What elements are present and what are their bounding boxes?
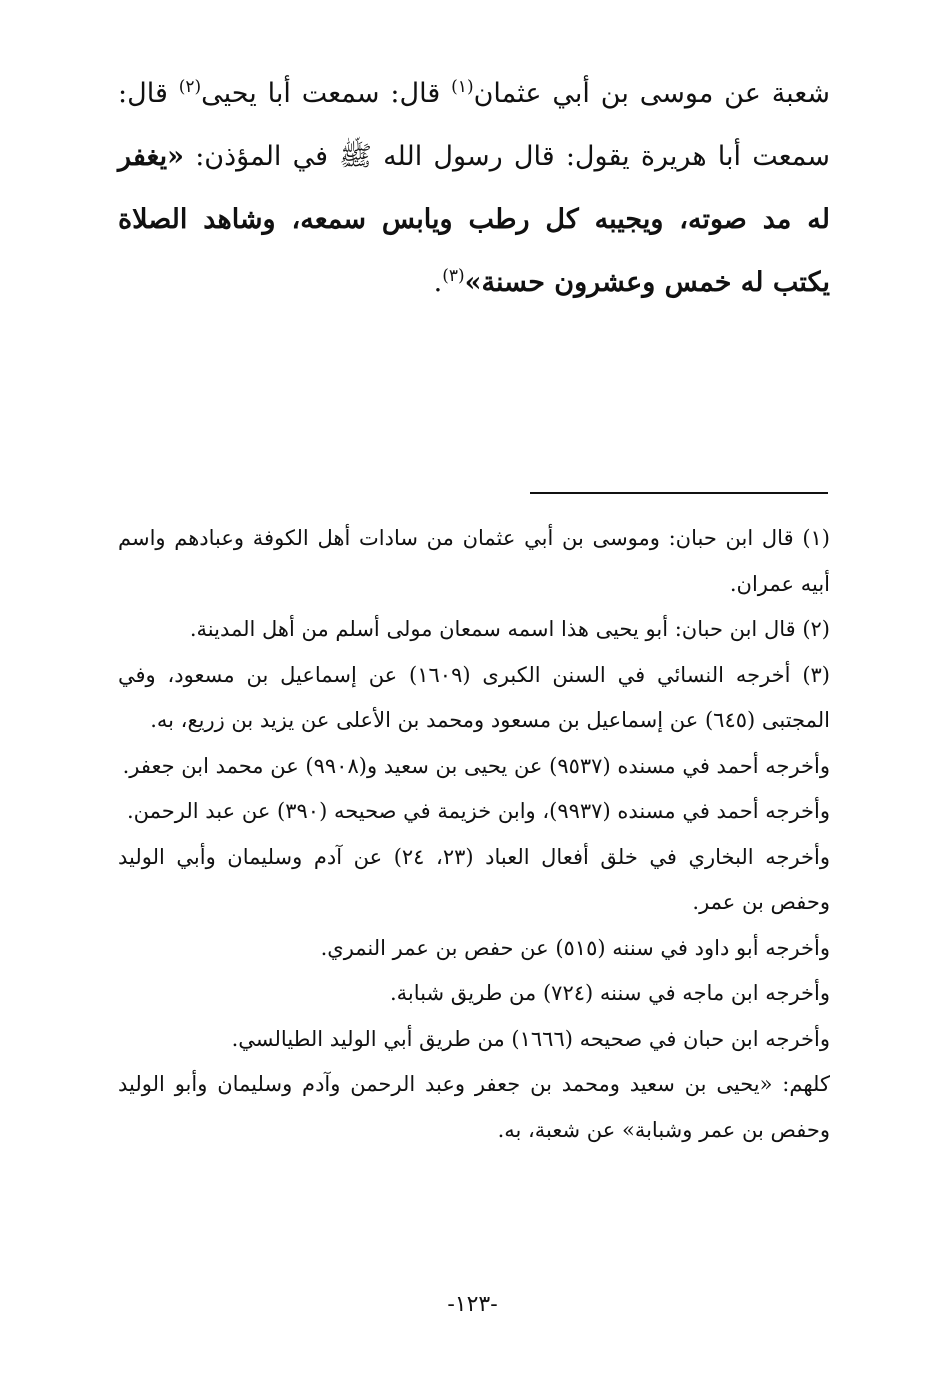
footnote-3 (118, 653, 830, 1154)
page-number: -١٢٣- (447, 1292, 498, 1317)
footnote-line: (٢) قال ابن حبان: أبو يحيى هذا اسمه سمعان مولى أسلم من أهل المدينة. (189, 617, 830, 641)
footnote-line: وأخرجه البخاري في خلق أفعال العباد (٢٣، ٢٤) عن آدم وسليمان وأبي الوليد وحفص بن عمر. (118, 844, 830, 914)
footnote-ref-1: (١) (451, 77, 474, 97)
footnote-separator (530, 492, 828, 494)
footnote-line: وأخرجه أحمد في مسنده (٩٩٣٧)، وابن خزيمة في صحيحه (٣٩٠) عن عبد الرحمن. (127, 799, 830, 823)
footnote-line: وأخرجه ابن حبان في صحيحه (١٦٦٦) من طريق أبي الوليد الطيالسي. (231, 1026, 830, 1051)
footnote-line: وأخرجه أبو داود في سننه (٥١٥) عن حفص بن عمر النمري. (320, 935, 830, 960)
main-text-narration: قال: سمعت أبا يحيى (201, 78, 452, 109)
main-text-intro: شعبة عن موسى بن أبي عثمان (473, 78, 830, 109)
main-text-end: . (433, 267, 443, 298)
footnote-2 (118, 607, 830, 653)
main-text-block (118, 62, 830, 314)
footnote-line: وأخرجه أحمد في مسنده (٩٥٣٧) عن يحيى بن سعيد و(٩٩٠٨) عن محمد ابن جعفر. (122, 753, 830, 778)
footnote-ref-2: (٢) (178, 77, 202, 97)
footnote-line: كلهم: «يحيى بن سعيد ومحمد بن جعفر وعبد الرحمن وآدم وسليمان وأبو الوليد وحفص بن عمر وشبابة» عن شعبة، به. (118, 1072, 830, 1142)
hadith-text: «يغفر له مد صوته، ويجيبه كل رطب ويابس سمعه، وشاهد الصلاة يكتب له خمس وعشرون حسنة» (118, 141, 830, 298)
footnote-ref-3: (٣) (442, 266, 465, 286)
footnotes-block (118, 516, 830, 1153)
footnote-line: (١) قال ابن حبان: وموسى بن أبي عثمان من سادات أهل الكوفة وعبادهم واسم أبيه عمران. (118, 526, 830, 596)
footnote-line: (٣) أخرجه النسائي في السنن الكبرى (١٦٠٩) عن إسماعيل بن مسعود، وفي المجتبى (٦٤٥) عن إسماعيل بن مسعود ومحمد بن الأعلى عن يزيد بن زريع، به. (118, 662, 830, 732)
footnote-1 (118, 516, 830, 607)
footnote-line: وأخرجه ابن ماجه في سننه (٧٢٤) من طريق شبابة. (389, 981, 830, 1005)
main-text-narration-cont: قال: سمعت أبا هريرة يقول: قال رسول الله ﷺ في المؤذن: (118, 78, 830, 172)
